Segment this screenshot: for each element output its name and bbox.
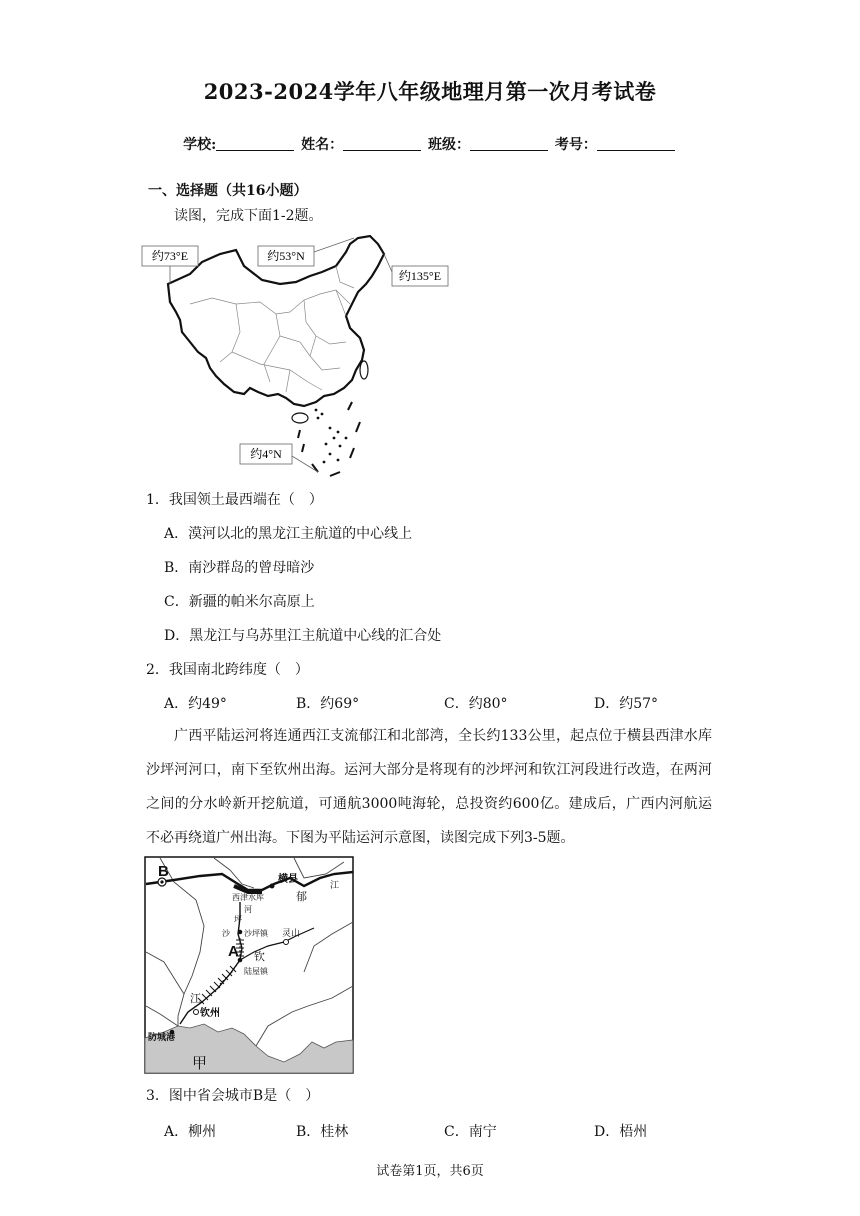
canal-map-label-shaping-town: 沙坪镇 [244, 929, 268, 938]
q2-option-a[interactable]: A．约49° [164, 696, 227, 712]
q2-option-d[interactable]: D．约57° [594, 696, 659, 712]
q3-option-c[interactable]: C．南宁 [444, 1124, 497, 1140]
map-label-east: 约135°E [398, 269, 442, 283]
canal-map-label-qinzhou: 钦州 [200, 1008, 220, 1019]
canal-map-label-ping: 坪 [234, 915, 242, 924]
canal-map-label-jiang-left: 江 [190, 993, 201, 1005]
map-label-west: 约73°E [151, 249, 189, 263]
class-blank[interactable] [470, 137, 548, 151]
school-blank[interactable] [216, 137, 294, 151]
student-info-line [0, 134, 860, 154]
canal-map-label-lingshan: 灵山 [282, 928, 301, 938]
canal-map-label-jia: 甲 [192, 1055, 208, 1072]
intro-text: 读图，完成下面1-2题。 [174, 208, 323, 224]
exam-no-label: 考号： [554, 137, 597, 153]
school-label: 学校: [183, 137, 217, 153]
q3-option-b[interactable]: B．桂林 [296, 1124, 349, 1140]
canal-map-label-a: A [228, 943, 239, 960]
q2-option-b[interactable]: B．约69° [296, 696, 360, 712]
question-2-stem: 2．我国南北跨纬度（ ） [146, 662, 309, 678]
name-blank[interactable] [343, 137, 421, 151]
canal-passage: 广西平陆运河将连通西江支流郁江和北部湾，全长约133公里，起点位于横县西津水库沙坪河河口，南下至钦州出海。运河大部分是将现有的沙坪河和钦江河段进行改造，在两河之间的分水岭新开挖航道，可通航3000吨海轮，总投资约600亿。建成后，广西内河航运不必再绕道广州出海。下图为平陆运河示意图，读图完成下列3-5题。 [146, 728, 712, 846]
question-3-stem: 3．图中省会城市B是（ ） [146, 1088, 320, 1104]
q1-option-d[interactable]: D．黑龙江与乌苏里江主航道中心线的汇合处 [164, 628, 442, 644]
canal-map-label-qin: 钦 [254, 951, 265, 963]
class-label: 班级： [428, 137, 471, 153]
q1-option-a[interactable]: A．漠河以北的黑龙江主航道的中心线上 [164, 526, 413, 542]
canal-map-label-b: B [158, 863, 169, 880]
q3-option-d[interactable]: D．梧州 [594, 1124, 648, 1140]
canal-map-label-fangchenggang: 防城港 [148, 1032, 176, 1042]
name-label: 姓名： [301, 137, 344, 153]
q1-option-c[interactable]: C．新疆的帕米尔高原上 [164, 594, 315, 610]
canal-map-label-hengxian: 横县 [278, 874, 298, 885]
canal-map-label-sha: 沙 [222, 929, 230, 938]
map-label-south: 约4°N [250, 447, 282, 461]
canal-map-label-jiang-top: 江 [330, 880, 340, 890]
exam-no-blank[interactable] [597, 137, 675, 151]
exam-title: 2023-2024学年八年级地理月第一次月考试卷 [203, 79, 657, 104]
q3-option-a[interactable]: A．柳州 [164, 1124, 217, 1140]
canal-map-label-he: 河 [244, 905, 252, 914]
page-footer: 试卷第1页，共6页 [376, 1164, 484, 1179]
question-1-stem: 1．我国领土最西端在（ ） [146, 492, 323, 508]
china-map [140, 232, 452, 482]
map-label-north: 约53°N [267, 249, 305, 263]
canal-map [144, 856, 354, 1074]
canal-map-label-xijin: 西津水库 [232, 893, 264, 902]
canal-map-label-yu: 郁 [296, 891, 307, 903]
q2-option-c[interactable]: C．约80° [444, 696, 508, 712]
q1-option-b[interactable]: B．南沙群岛的曾母暗沙 [164, 560, 315, 576]
section-heading: 一、选择题（共16小题） [148, 183, 308, 199]
canal-map-label-luwu: 陆屋镇 [244, 967, 268, 976]
